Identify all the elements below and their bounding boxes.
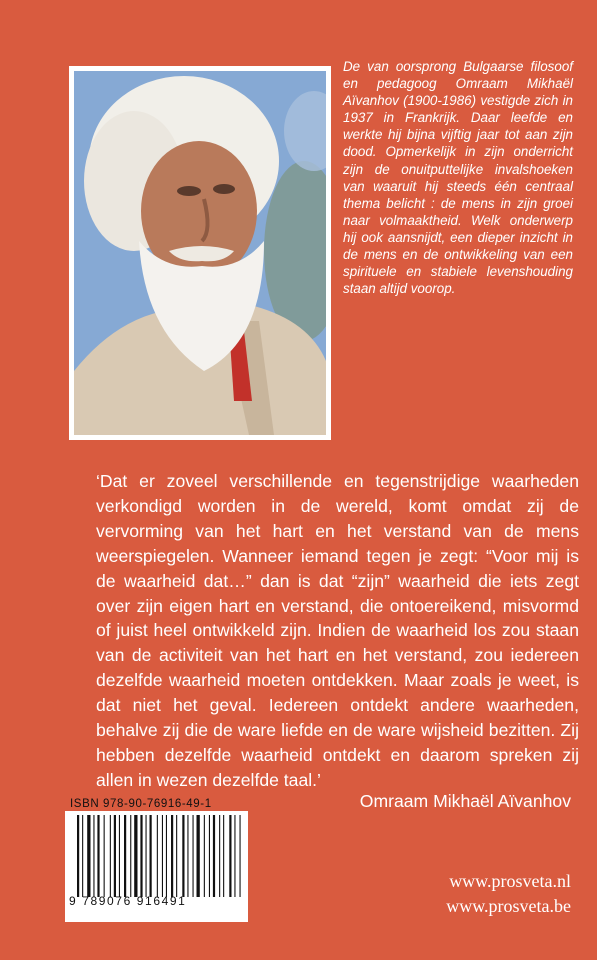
barcode-bar [82,815,83,897]
barcode-bar [134,815,137,897]
barcode-bar [130,815,131,897]
barcode-bar [182,815,184,897]
quote-author: Omraam Mikhaël Aïvanhov [359,791,571,811]
barcode-digits: 9 789076 916491 [69,894,187,908]
barcode-bar [140,815,142,897]
barcode-bar [187,815,188,897]
barcode-bar [110,815,111,897]
barcode-bar [176,815,177,897]
barcode-bar [77,815,79,897]
barcode-bar [124,815,126,897]
author-photo-frame [69,66,331,440]
isbn-barcode [65,798,248,922]
author-portrait-illustration [74,71,326,435]
barcode-bar [229,815,231,897]
back-cover-quote: ‘Dat er zoveel verschillende en tegenstrijdige waarheden verkondigd worden in de wereld, komt omdat zij de vervorming van het hart en het verstand van de mens weerspiegelen. Wanneer iemand tegen je zegt: “Voor mij is de waarheid dat…” dan is dat “zijn” waarheid die iets zegt over zijn eigen hart en verstand, die ontoereikend, misvormd of juist heel ontwikkeld zijn. Indien de waarheid los zou staan van de activiteit van het hart en het verstand, zou iedereen dezelfde waarheid moeten ontdekken. Maar zoals je weet, is dat niet het geval. Iedereen ontdekt andere waarheden, behalve zij die de ware liefde en de ware wijsheid bezitten. Zij hebben dezelfde waarheid ontdekt en daarom spreken zij allen in wezen dezelfde taal.’ [96,471,579,790]
barcode-bar [150,815,152,897]
barcode-bar [204,815,205,897]
barcode-bar [213,815,215,897]
barcode-bar [119,815,120,897]
barcode-bar [166,815,167,897]
barcode-bar [97,815,99,897]
barcode-bar [197,815,200,897]
barcode-bar [157,815,158,897]
barcode-bar [93,815,94,897]
barcode-bar [219,815,220,897]
isbn-label: ISBN 978-90-76916-49-1 [70,798,212,810]
barcode-bar [104,815,105,897]
barcode-bar [171,815,173,897]
barcode-bar [114,815,116,897]
url-prosveta-be[interactable]: www.prosveta.be [446,896,571,916]
barcode-bar [193,815,194,897]
author-biography [343,58,573,297]
barcode-bar [146,815,147,897]
url-prosveta-nl[interactable]: www.prosveta.nl [449,871,571,891]
biography-text: De van oorsprong Bulgaarse filosoof en pedagoog Omraam Mikhaël Aïvanhov (1900-1986) vestigde zich in 1937 in Frankrijk. Daar leefde en werkte hij bijna vijftig jaar tot aan zijn dood. Opmerkelijk in zijn onderricht zijn de onuitputtelijke invalshoeken van waaruit hij steeds één centraal thema belicht : de mens in zijn groei naar volmaaktheid. Welk onderwerp hij ook aansnijdt, een dieper inzicht in de mens en de ontwikkeling van een spirituele en stabiele levenshouding staan altijd voorop. [343,59,573,297]
barcode-bar [87,815,90,897]
barcode-bar [240,815,241,897]
author-photo [74,71,326,435]
barcode-bar [162,815,163,897]
barcode-bar [209,815,210,897]
barcode-bar [234,815,235,897]
barcode-bar [223,815,224,897]
